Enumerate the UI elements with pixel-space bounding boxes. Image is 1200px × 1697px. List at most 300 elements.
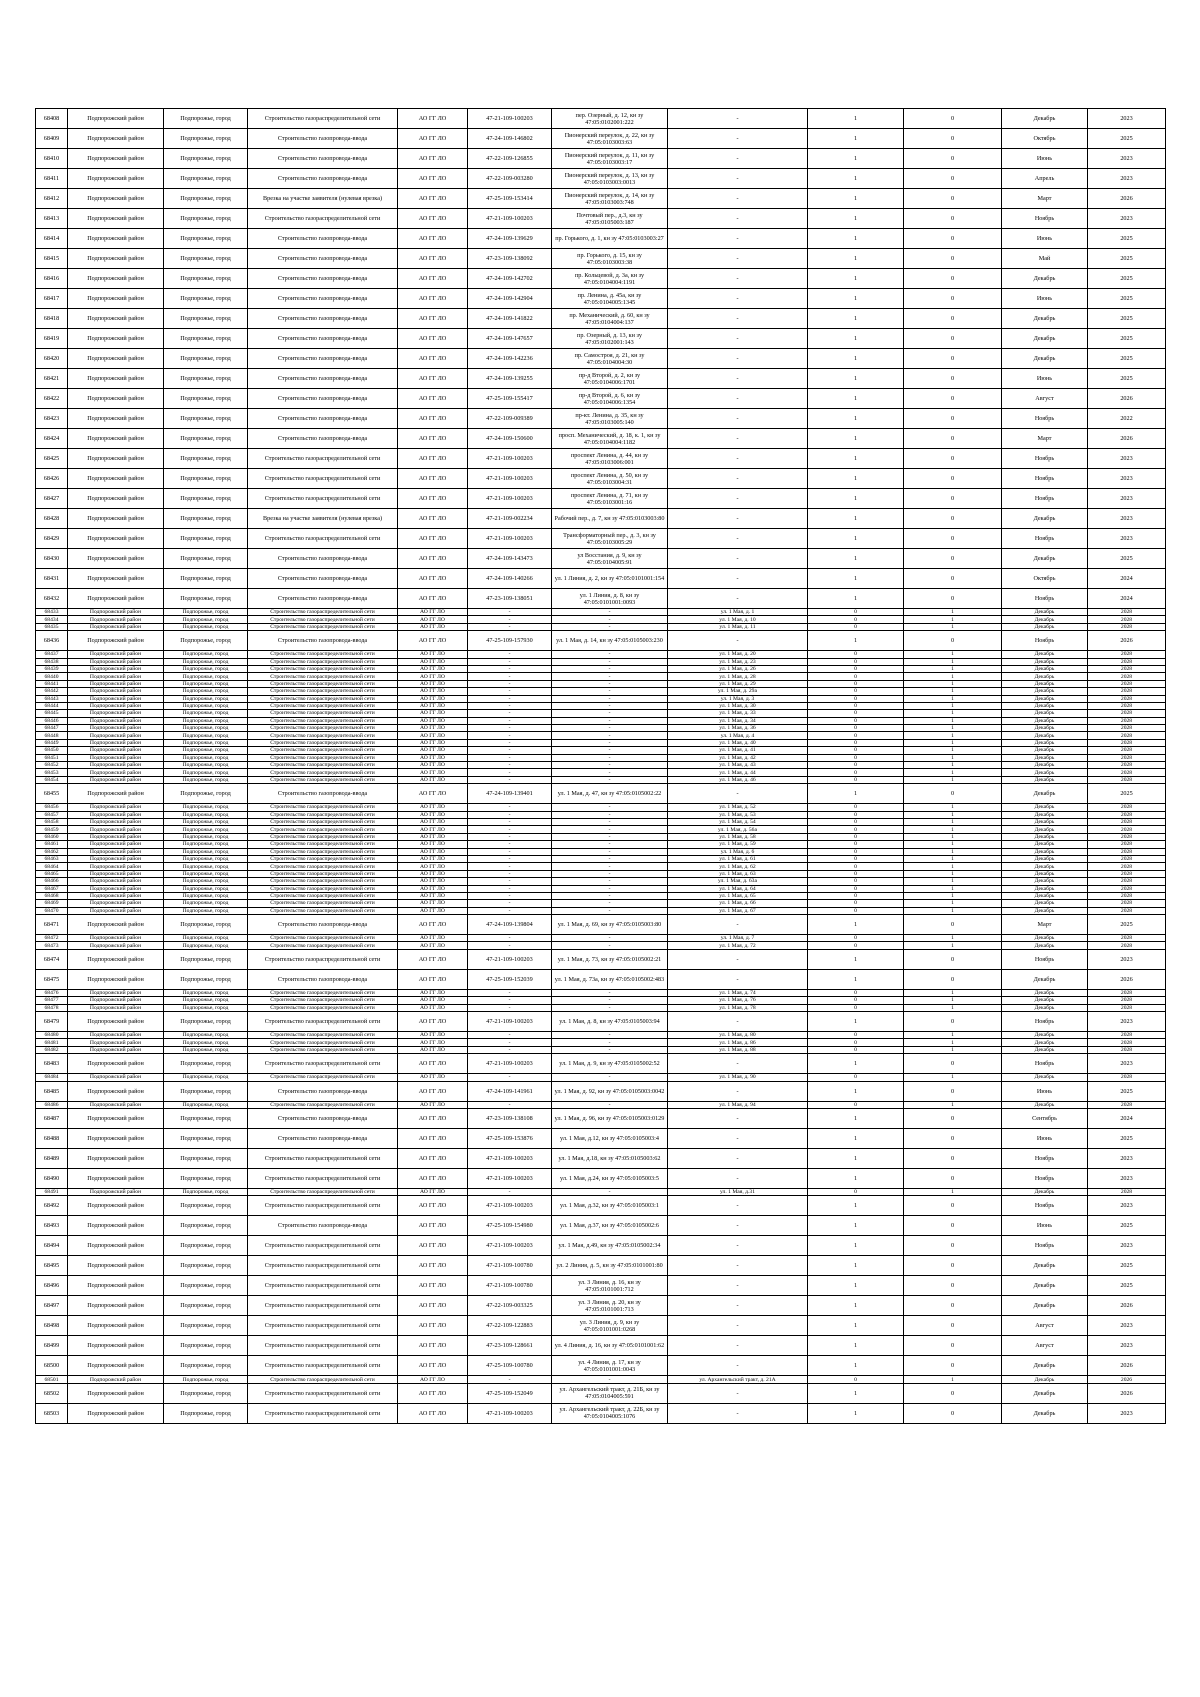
row-number: 68434: [36, 616, 68, 623]
row-number: 68429: [36, 529, 68, 549]
table-row: [36, 1081, 1166, 1101]
settlement-cell: Подпорожье, город: [164, 1101, 248, 1108]
row-number: 68498: [36, 1316, 68, 1336]
row-number: 68420: [36, 349, 68, 369]
district-cell: Подпорожский район: [68, 549, 164, 569]
month-cell: Декабрь: [1002, 818, 1088, 825]
table-row: [36, 804, 1166, 811]
application-number-cell: -: [468, 826, 552, 833]
connected-flag-cell: 0: [808, 739, 904, 746]
planned-flag-cell: 0: [904, 169, 1002, 189]
planned-address-cell: -: [668, 1336, 808, 1356]
row-number: 68417: [36, 289, 68, 309]
work-type-cell: Строительство газораспределительной сети: [248, 907, 398, 914]
row-number: 68492: [36, 1196, 68, 1216]
planned-flag-cell: 1: [904, 848, 1002, 855]
cadastral-address-cell: Пионерский переулок, д. 11, кн зу 47:05:0103003:17: [552, 149, 668, 169]
year-cell: 2028: [1088, 725, 1166, 732]
planned-address-cell: -: [668, 569, 808, 589]
planned-address-cell: ул. 1 Мая, д. 74: [668, 989, 808, 996]
connected-flag-cell: 1: [808, 149, 904, 169]
table-row: [36, 1236, 1166, 1256]
planned-flag-cell: 1: [904, 680, 1002, 687]
district-cell: Подпорожский район: [68, 776, 164, 783]
planned-address-cell: ул. 1 Мая, д. 59: [668, 841, 808, 848]
table-row: [36, 942, 1166, 949]
cadastral-address-cell: ул. 1 Мая, д.18, кн зу 47:05:0105003:62: [552, 1148, 668, 1168]
settlement-cell: Подпорожье, город: [164, 665, 248, 672]
planned-address-cell: ул. 1 Мая, д. 41: [668, 747, 808, 754]
district-cell: Подпорожский район: [68, 229, 164, 249]
connected-flag-cell: 1: [808, 1128, 904, 1148]
connected-flag-cell: 0: [808, 804, 904, 811]
year-cell: 2025: [1088, 1128, 1166, 1148]
connected-flag-cell: 1: [808, 1236, 904, 1256]
row-number: 68464: [36, 863, 68, 870]
month-cell: Май: [1002, 249, 1088, 269]
row-number: 68431: [36, 569, 68, 589]
row-number: 68488: [36, 1128, 68, 1148]
organization-cell: АО ГГ ЛО: [398, 616, 468, 623]
year-cell: 2026: [1088, 389, 1166, 409]
district-cell: Подпорожский район: [68, 1383, 164, 1403]
work-type-cell: Строительство газопровода-ввода: [248, 784, 398, 804]
work-type-cell: Строительство газораспределительной сети: [248, 109, 398, 129]
row-number: 68418: [36, 309, 68, 329]
month-cell: Декабрь: [1002, 1383, 1088, 1403]
settlement-cell: Подпорожье, город: [164, 589, 248, 609]
organization-cell: АО ГГ ЛО: [398, 885, 468, 892]
organization-cell: АО ГГ ЛО: [398, 969, 468, 989]
work-type-cell: Строительство газораспределительной сети: [248, 747, 398, 754]
settlement-cell: Подпорожье, город: [164, 329, 248, 349]
cadastral-address-cell: -: [552, 762, 668, 769]
planned-flag-cell: 0: [904, 549, 1002, 569]
row-number: 68432: [36, 589, 68, 609]
cadastral-address-cell: ул. 1 Мая, д. 9, кн зу 47:05:0105002:52: [552, 1054, 668, 1074]
month-cell: Декабрь: [1002, 935, 1088, 942]
table-row: [36, 549, 1166, 569]
table-row: [36, 369, 1166, 389]
year-cell: 2025: [1088, 349, 1166, 369]
settlement-cell: Подпорожье, город: [164, 529, 248, 549]
cadastral-address-cell: -: [552, 848, 668, 855]
year-cell: 2022: [1088, 409, 1166, 429]
month-cell: Декабрь: [1002, 907, 1088, 914]
row-number: 68436: [36, 631, 68, 651]
settlement-cell: Подпорожье, город: [164, 776, 248, 783]
year-cell: 2028: [1088, 702, 1166, 709]
planned-address-cell: -: [668, 1108, 808, 1128]
row-number: 68435: [36, 623, 68, 630]
organization-cell: АО ГГ ЛО: [398, 841, 468, 848]
work-type-cell: Строительство газораспределительной сети: [248, 1012, 398, 1032]
district-cell: Подпорожский район: [68, 1188, 164, 1195]
organization-cell: АО ГГ ЛО: [398, 623, 468, 630]
planned-address-cell: -: [668, 189, 808, 209]
application-number-cell: -: [468, 855, 552, 862]
organization-cell: АО ГГ ЛО: [398, 1046, 468, 1053]
district-cell: Подпорожский район: [68, 429, 164, 449]
planned-flag-cell: 0: [904, 469, 1002, 489]
month-cell: Июнь: [1002, 149, 1088, 169]
planned-flag-cell: 1: [904, 804, 1002, 811]
cadastral-address-cell: -: [552, 747, 668, 754]
district-cell: Подпорожский район: [68, 1012, 164, 1032]
work-type-cell: Строительство газораспределительной сети: [248, 776, 398, 783]
settlement-cell: Подпорожье, город: [164, 997, 248, 1004]
table-row: [36, 349, 1166, 369]
cadastral-address-cell: Трансформаторный пер., д. 3, кн зу 47:05:0103005:29: [552, 529, 668, 549]
connected-flag-cell: 1: [808, 549, 904, 569]
work-type-cell: Строительство газораспределительной сети: [248, 1336, 398, 1356]
year-cell: 2028: [1088, 776, 1166, 783]
settlement-cell: Подпорожье, город: [164, 754, 248, 761]
row-number: 68450: [36, 747, 68, 754]
work-type-cell: Строительство газораспределительной сети: [248, 848, 398, 855]
work-type-cell: Строительство газораспределительной сети: [248, 878, 398, 885]
row-number: 68484: [36, 1074, 68, 1081]
month-cell: Ноябрь: [1002, 1196, 1088, 1216]
year-cell: 2028: [1088, 665, 1166, 672]
work-type-cell: Строительство газораспределительной сети: [248, 900, 398, 907]
settlement-cell: Подпорожье, город: [164, 1316, 248, 1336]
application-number-cell: -: [468, 833, 552, 840]
connected-flag-cell: 0: [808, 688, 904, 695]
settlement-cell: Подпорожье, город: [164, 616, 248, 623]
work-type-cell: Строительство газопровода-ввода: [248, 249, 398, 269]
organization-cell: АО ГГ ЛО: [398, 848, 468, 855]
connected-flag-cell: 1: [808, 1054, 904, 1074]
settlement-cell: Подпорожье, город: [164, 1004, 248, 1011]
settlement-cell: Подпорожье, город: [164, 349, 248, 369]
month-cell: Декабрь: [1002, 732, 1088, 739]
year-cell: 2023: [1088, 1012, 1166, 1032]
connected-flag-cell: 0: [808, 725, 904, 732]
planned-flag-cell: 0: [904, 1054, 1002, 1074]
application-number-cell: -: [468, 762, 552, 769]
table-row: [36, 762, 1166, 769]
planned-flag-cell: 0: [904, 1128, 1002, 1148]
cadastral-address-cell: ул. 3 Линия, д. 16, кн зу 47:05:0101001:712: [552, 1276, 668, 1296]
row-number: 68433: [36, 609, 68, 616]
cadastral-address-cell: -: [552, 688, 668, 695]
cadastral-address-cell: -: [552, 1074, 668, 1081]
year-cell: 2028: [1088, 673, 1166, 680]
row-number: 68471: [36, 915, 68, 935]
connected-flag-cell: 0: [808, 1101, 904, 1108]
planned-flag-cell: 0: [904, 1403, 1002, 1423]
planned-address-cell: -: [668, 1356, 808, 1376]
work-type-cell: Строительство газораспределительной сети: [248, 1046, 398, 1053]
work-type-cell: Строительство газопровода-ввода: [248, 289, 398, 309]
planned-address-cell: -: [668, 509, 808, 529]
month-cell: Декабрь: [1002, 900, 1088, 907]
work-type-cell: Строительство газораспределительной сети: [248, 942, 398, 949]
connected-flag-cell: 1: [808, 631, 904, 651]
application-number-cell: 47-21-109-100780: [468, 1256, 552, 1276]
work-type-cell: Строительство газораспределительной сети: [248, 609, 398, 616]
application-number-cell: 47-21-109-100203: [468, 1054, 552, 1074]
application-number-cell: 47-21-109-100203: [468, 529, 552, 549]
organization-cell: АО ГГ ЛО: [398, 776, 468, 783]
district-cell: Подпорожский район: [68, 309, 164, 329]
planned-address-cell: ул. 1 Мая, д. 30: [668, 702, 808, 709]
application-number-cell: -: [468, 710, 552, 717]
planned-flag-cell: 0: [904, 1148, 1002, 1168]
document-page: [35, 108, 1165, 1424]
organization-cell: АО ГГ ЛО: [398, 1336, 468, 1356]
table-row: [36, 949, 1166, 969]
planned-flag-cell: 1: [904, 762, 1002, 769]
row-number: 68463: [36, 855, 68, 862]
row-number: 68421: [36, 369, 68, 389]
table-row: [36, 329, 1166, 349]
connected-flag-cell: 0: [808, 623, 904, 630]
settlement-cell: Подпорожье, город: [164, 609, 248, 616]
connected-flag-cell: 0: [808, 942, 904, 949]
work-type-cell: Строительство газораспределительной сети: [248, 841, 398, 848]
table-row: [36, 1376, 1166, 1383]
connected-flag-cell: 1: [808, 784, 904, 804]
month-cell: Декабрь: [1002, 739, 1088, 746]
settlement-cell: Подпорожье, город: [164, 769, 248, 776]
district-cell: Подпорожский район: [68, 631, 164, 651]
settlement-cell: Подпорожье, город: [164, 969, 248, 989]
planned-flag-cell: 1: [904, 665, 1002, 672]
connected-flag-cell: 1: [808, 1012, 904, 1032]
planned-address-cell: -: [668, 369, 808, 389]
connected-flag-cell: 1: [808, 1196, 904, 1216]
planned-flag-cell: 1: [904, 811, 1002, 818]
planned-address-cell: -: [668, 631, 808, 651]
planned-flag-cell: 0: [904, 409, 1002, 429]
year-cell: 2028: [1088, 651, 1166, 658]
district-cell: Подпорожский район: [68, 349, 164, 369]
planned-flag-cell: 0: [904, 449, 1002, 469]
planned-address-cell: ул. 1 Мая, д. 67: [668, 907, 808, 914]
settlement-cell: Подпорожье, город: [164, 811, 248, 818]
application-number-cell: -: [468, 907, 552, 914]
cadastral-address-cell: ул. 3 Линия, д. 20, кн зу 47:05:0101001:713: [552, 1296, 668, 1316]
organization-cell: АО ГГ ЛО: [398, 509, 468, 529]
planned-address-cell: -: [668, 915, 808, 935]
planned-flag-cell: 1: [904, 818, 1002, 825]
district-cell: Подпорожский район: [68, 710, 164, 717]
organization-cell: АО ГГ ЛО: [398, 1236, 468, 1256]
settlement-cell: Подпорожье, город: [164, 1054, 248, 1074]
district-cell: Подпорожский район: [68, 754, 164, 761]
settlement-cell: Подпорожье, город: [164, 1216, 248, 1236]
settlement-cell: Подпорожье, город: [164, 739, 248, 746]
district-cell: Подпорожский район: [68, 878, 164, 885]
planned-address-cell: ул. 1 Мая, д. 58: [668, 833, 808, 840]
planned-flag-cell: 0: [904, 269, 1002, 289]
planned-flag-cell: 0: [904, 1216, 1002, 1236]
planned-address-cell: ул. 1 Мая, д. 90: [668, 1074, 808, 1081]
table-row: [36, 695, 1166, 702]
application-number-cell: 47-23-109-138108: [468, 1108, 552, 1128]
settlement-cell: Подпорожье, город: [164, 804, 248, 811]
district-cell: Подпорожский район: [68, 688, 164, 695]
planned-address-cell: -: [668, 1276, 808, 1296]
planned-flag-cell: 1: [904, 907, 1002, 914]
row-number: 68486: [36, 1101, 68, 1108]
organization-cell: АО ГГ ЛО: [398, 804, 468, 811]
table-row: [36, 149, 1166, 169]
organization-cell: АО ГГ ЛО: [398, 855, 468, 862]
cadastral-address-cell: Почтовый пер., д.3, кн зу 47:05:0105003:187: [552, 209, 668, 229]
connected-flag-cell: 0: [808, 754, 904, 761]
table-row: [36, 389, 1166, 409]
district-cell: Подпорожский район: [68, 848, 164, 855]
planned-address-cell: -: [668, 969, 808, 989]
organization-cell: АО ГГ ЛО: [398, 1039, 468, 1046]
year-cell: 2028: [1088, 680, 1166, 687]
application-number-cell: -: [468, 623, 552, 630]
connected-flag-cell: 0: [808, 892, 904, 899]
work-type-cell: Строительство газопровода-ввода: [248, 349, 398, 369]
organization-cell: АО ГГ ЛО: [398, 1101, 468, 1108]
cadastral-address-cell: ул. 1 Мая, д.49, кн зу 47:05:0105002:34: [552, 1236, 668, 1256]
district-cell: Подпорожский район: [68, 769, 164, 776]
month-cell: Декабрь: [1002, 1376, 1088, 1383]
settlement-cell: Подпорожье, город: [164, 409, 248, 429]
cadastral-address-cell: проспект Ленина, д. 50, кн зу 47:05:0103004:31: [552, 469, 668, 489]
table-row: [36, 1074, 1166, 1081]
year-cell: 2028: [1088, 863, 1166, 870]
planned-address-cell: -: [668, 469, 808, 489]
planned-address-cell: -: [668, 209, 808, 229]
work-type-cell: Строительство газораспределительной сети: [248, 623, 398, 630]
year-cell: 2028: [1088, 1032, 1166, 1039]
year-cell: 2023: [1088, 149, 1166, 169]
organization-cell: АО ГГ ЛО: [398, 449, 468, 469]
planned-flag-cell: 1: [904, 754, 1002, 761]
year-cell: 2025: [1088, 1276, 1166, 1296]
district-cell: Подпорожский район: [68, 189, 164, 209]
planned-flag-cell: 0: [904, 569, 1002, 589]
month-cell: Декабрь: [1002, 702, 1088, 709]
row-number: 68470: [36, 907, 68, 914]
organization-cell: АО ГГ ЛО: [398, 710, 468, 717]
application-number-cell: -: [468, 942, 552, 949]
connected-flag-cell: 1: [808, 129, 904, 149]
application-number-cell: -: [468, 1188, 552, 1195]
table-row: [36, 609, 1166, 616]
organization-cell: АО ГГ ЛО: [398, 878, 468, 885]
month-cell: Ноябрь: [1002, 469, 1088, 489]
settlement-cell: Подпорожье, город: [164, 1168, 248, 1188]
work-type-cell: Строительство газораспределительной сети: [248, 885, 398, 892]
connected-flag-cell: 1: [808, 309, 904, 329]
application-number-cell: 47-24-109-142702: [468, 269, 552, 289]
work-type-cell: Строительство газопровода-ввода: [248, 269, 398, 289]
work-type-cell: Строительство газопровода-ввода: [248, 915, 398, 935]
application-number-cell: -: [468, 695, 552, 702]
connected-flag-cell: 1: [808, 1168, 904, 1188]
year-cell: 2028: [1088, 658, 1166, 665]
application-number-cell: 47-24-109-143473: [468, 549, 552, 569]
table-row: [36, 878, 1166, 885]
connected-flag-cell: 1: [808, 289, 904, 309]
month-cell: Ноябрь: [1002, 449, 1088, 469]
district-cell: Подпорожский район: [68, 149, 164, 169]
planned-flag-cell: 0: [904, 249, 1002, 269]
month-cell: Декабрь: [1002, 833, 1088, 840]
planned-address-cell: ул. 1 Мая, д. 7: [668, 935, 808, 942]
planned-address-cell: ул. 1 Мая, д. 61: [668, 855, 808, 862]
table-row: [36, 569, 1166, 589]
organization-cell: АО ГГ ЛО: [398, 289, 468, 309]
application-number-cell: 47-25-109-152039: [468, 969, 552, 989]
settlement-cell: Подпорожье, город: [164, 732, 248, 739]
cadastral-address-cell: ул. 1 Линия, д. 8, кн зу 47:05:0101001:0093: [552, 589, 668, 609]
organization-cell: АО ГГ ЛО: [398, 329, 468, 349]
planned-address-cell: ул. 1 Мая, д. 63а: [668, 878, 808, 885]
table-row: [36, 1046, 1166, 1053]
cadastral-address-cell: -: [552, 725, 668, 732]
settlement-cell: Подпорожье, город: [164, 878, 248, 885]
district-cell: Подпорожский район: [68, 762, 164, 769]
planned-address-cell: -: [668, 1168, 808, 1188]
table-row: [36, 289, 1166, 309]
cadastral-address-cell: -: [552, 623, 668, 630]
district-cell: Подпорожский район: [68, 900, 164, 907]
application-number-cell: -: [468, 702, 552, 709]
organization-cell: АО ГГ ЛО: [398, 1276, 468, 1296]
connected-flag-cell: 1: [808, 1256, 904, 1276]
settlement-cell: Подпорожье, город: [164, 1032, 248, 1039]
planned-address-cell: ул. 1 Мая, д. 10: [668, 616, 808, 623]
district-cell: Подпорожский район: [68, 935, 164, 942]
planned-address-cell: ул. 1 Мая, д. 23: [668, 658, 808, 665]
organization-cell: АО ГГ ЛО: [398, 673, 468, 680]
organization-cell: АО ГГ ЛО: [398, 269, 468, 289]
connected-flag-cell: 0: [808, 900, 904, 907]
work-type-cell: Строительство газораспределительной сети: [248, 804, 398, 811]
table-row: [36, 529, 1166, 549]
connected-flag-cell: 1: [808, 249, 904, 269]
settlement-cell: Подпорожье, город: [164, 949, 248, 969]
month-cell: Июнь: [1002, 289, 1088, 309]
row-number: 68443: [36, 695, 68, 702]
cadastral-address-cell: пр. Самостроя, д. 21, кн зу 47:05:0104004:30: [552, 349, 668, 369]
district-cell: Подпорожский район: [68, 1128, 164, 1148]
district-cell: Подпорожский район: [68, 529, 164, 549]
district-cell: Подпорожский район: [68, 409, 164, 429]
planned-flag-cell: 0: [904, 1196, 1002, 1216]
cadastral-address-cell: -: [552, 651, 668, 658]
planned-address-cell: ул. 1 Мая, д. 63: [668, 870, 808, 877]
work-type-cell: Строительство газораспределительной сети: [248, 935, 398, 942]
month-cell: Март: [1002, 189, 1088, 209]
row-number: 68413: [36, 209, 68, 229]
organization-cell: АО ГГ ЛО: [398, 1108, 468, 1128]
organization-cell: АО ГГ ЛО: [398, 989, 468, 996]
year-cell: 2025: [1088, 329, 1166, 349]
application-number-cell: -: [468, 1376, 552, 1383]
year-cell: 2023: [1088, 169, 1166, 189]
settlement-cell: Подпорожье, город: [164, 651, 248, 658]
planned-flag-cell: 1: [904, 702, 1002, 709]
row-number: 68439: [36, 665, 68, 672]
year-cell: 2024: [1088, 569, 1166, 589]
district-cell: Подпорожский район: [68, 509, 164, 529]
table-row: [36, 1039, 1166, 1046]
district-cell: Подпорожский район: [68, 1216, 164, 1236]
row-number: 68414: [36, 229, 68, 249]
